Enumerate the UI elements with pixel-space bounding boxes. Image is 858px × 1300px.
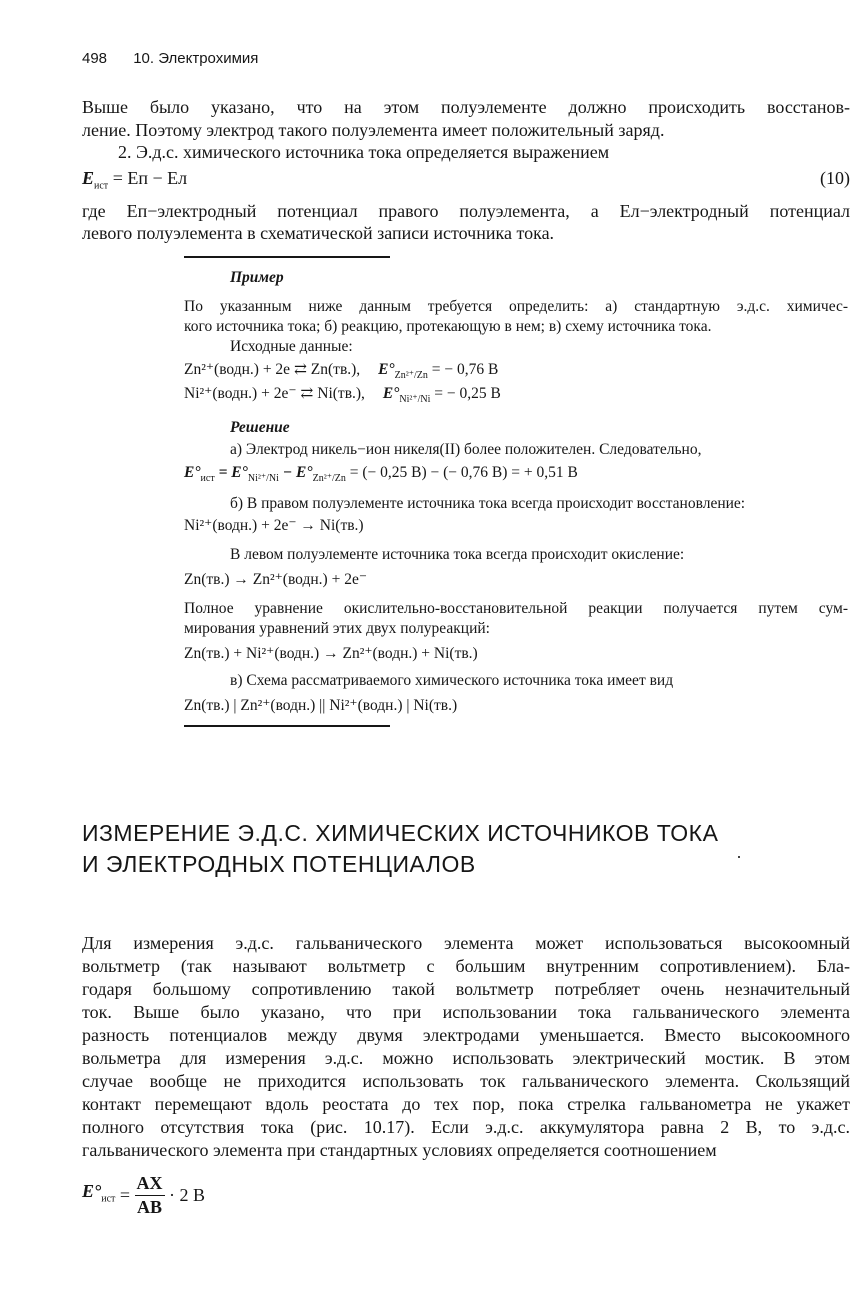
- sol-sub2: Ni²⁺/Ni: [247, 473, 279, 485]
- formula-fraction: [135, 1172, 165, 1219]
- reaction-zn: [184, 360, 498, 386]
- body-line-8: контакт перемещают вдоль реостата до тех пор, пока стрелка гальванометра не укажет: [82, 1094, 850, 1114]
- example-top-rule: [184, 256, 390, 258]
- intro-line-3: 2. Э.д.с. химического источника тока определяется выражением: [118, 142, 610, 162]
- formula-denominator: AB: [137, 1197, 163, 1217]
- eq10-lhs: E: [82, 168, 95, 188]
- body-line-9: полного отсутствия тока (рис. 10.17). Если э.д.с. аккумулятора равна 2 В, то э.д.с.: [82, 1117, 850, 1137]
- reaction-zn-value: = − 0,76 B: [431, 361, 499, 378]
- intro-line-2: ление. Поэтому электрод такого полуэлемента имеет положительный заряд.: [82, 120, 665, 140]
- scan-speck: [738, 856, 740, 858]
- reaction-zn-left: Zn²⁺(водн.) + 2e ⇄ Zn(тв.),: [184, 361, 361, 378]
- body-line-7: случае вообще не приходится использовать ток гальванического элемента. Скользящий: [82, 1071, 850, 1091]
- reaction-zn-e: E°: [378, 361, 395, 378]
- body-line-3: годаря большому сопротивлению такой вольтметр потребляет очень незначительный: [82, 979, 850, 999]
- reaction-zn-sub: Zn²⁺/Zn: [394, 370, 428, 382]
- solution-b: б) В правом полуэлементе источника тока всегда происходит восстановление:: [230, 495, 746, 512]
- sol-mid2: − E°: [282, 464, 313, 481]
- cell-scheme: Zn(тв.) | Zn²⁺(водн.) || Ni²⁺(водн.) | Ni(тв.): [184, 697, 458, 714]
- sol-e-sub: ист: [200, 473, 215, 485]
- body-line-2: вольтметр (так называют вольтметр с большим внутренним сопротивлением). Бла-: [82, 956, 850, 976]
- reaction-ni-e: E°: [382, 385, 400, 402]
- example-text-3: Исходные данные:: [230, 338, 353, 355]
- solution-full-text-1: Полное уравнение окислительно-восстановительной реакции получается путем сум-: [184, 600, 848, 617]
- section-title-line-1: ИЗМЕРЕНИЕ Э.Д.С. ХИМИЧЕСКИХ ИСТОЧНИКОВ ТОКА: [82, 820, 719, 846]
- body-line-5: разность потенциалов между двумя электродами уменьшается. Вместо высокоомного: [82, 1025, 850, 1045]
- reaction-ni-left: Ni²⁺(водн.) + 2e⁻ ⇄ Ni(тв.),: [184, 385, 365, 402]
- solution-full-reaction: Zn(тв.) + Ni²⁺(водн.) → Zn²⁺(водн.) + Ni(тв.): [184, 645, 478, 662]
- body-line-4: ток. Выше было указано, что при использовании тока гальванического элемента: [82, 1002, 850, 1022]
- equation-number: (10): [820, 168, 850, 188]
- example-text-1: По указанным ниже данным требуется определить: а) стандартную э.д.с. химичес-: [184, 298, 848, 315]
- chapter-title: 10. Электрохимия: [133, 50, 259, 67]
- sol-mid1: = E°: [218, 464, 248, 481]
- example-heading: Пример: [230, 269, 284, 286]
- reaction-ni-sub: Ni²⁺/Ni: [399, 394, 431, 406]
- sol-tail: = (− 0,25 B) − (− 0,76 B) = + 0,51 B: [349, 464, 578, 481]
- example-bottom-rule: [184, 725, 390, 727]
- example-text-2: кого источника тока; б) реакцию, протекающую в нем; в) схему источника тока.: [184, 318, 712, 335]
- solution-b-reaction: Ni²⁺(водн.) + 2e⁻ → Ni(тв.): [184, 517, 364, 534]
- formula-e: E°: [82, 1181, 102, 1202]
- ratio-formula: [82, 1172, 205, 1219]
- formula-e-sub: ист: [101, 1193, 116, 1205]
- solution-left-reaction: Zn(тв.) → Zn²⁺(водн.) + 2e⁻: [184, 571, 368, 588]
- formula-eq: =: [119, 1185, 131, 1205]
- body-line-10: гальванического элемента при стандартных условиях определяется соотношением: [82, 1140, 717, 1160]
- solution-c: в) Схема рассматриваемого химического источника тока имеет вид: [230, 672, 674, 689]
- solution-left-text: В левом полуэлементе источника тока всегда происходит окисление:: [230, 546, 685, 563]
- body-line-6: вольметра для измерения э.д.с. можно использовать электрический мостик. В этом: [82, 1048, 850, 1068]
- solution-heading: Решение: [230, 419, 290, 436]
- body-line-1: Для измерения э.д.с. гальванического элемента может использоваться высокоомный: [82, 933, 850, 953]
- solution-a: а) Электрод никель−ион никеля(II) более положителен. Следовательно,: [230, 441, 702, 458]
- section-title-line-2: И ЭЛЕКТРОДНЫХ ПОТЕНЦИАЛОВ: [82, 851, 476, 877]
- solution-full-text-2: мирования уравнений этих двух полуреакций:: [184, 620, 490, 637]
- section-title: [82, 818, 718, 880]
- eq10-rhs: = Eп − Eл: [112, 168, 188, 188]
- formula-tail: · 2 B: [169, 1185, 206, 1205]
- solution-emf-equation: [184, 463, 578, 489]
- intro-line-5: левого полуэлемента в схематической записи источника тока.: [82, 223, 555, 243]
- reaction-ni-value: = − 0,25 B: [434, 385, 501, 402]
- sol-sub3: Zn²⁺/Zn: [312, 473, 346, 485]
- equation-10: [82, 167, 187, 198]
- formula-numerator: AX: [135, 1172, 165, 1196]
- running-header: [82, 50, 258, 67]
- page-number: 498: [82, 50, 108, 67]
- eq10-sub: ист: [94, 180, 109, 192]
- intro-line-1: Выше было указано, что на этом полуэлементе должно происходить восстанов-: [82, 97, 850, 117]
- reaction-ni: [184, 384, 501, 410]
- intro-line-4: где Eп−электродный потенциал правого полуэлемента, а Eл−электродный потенциал: [82, 201, 850, 221]
- sol-e: E°: [184, 464, 201, 481]
